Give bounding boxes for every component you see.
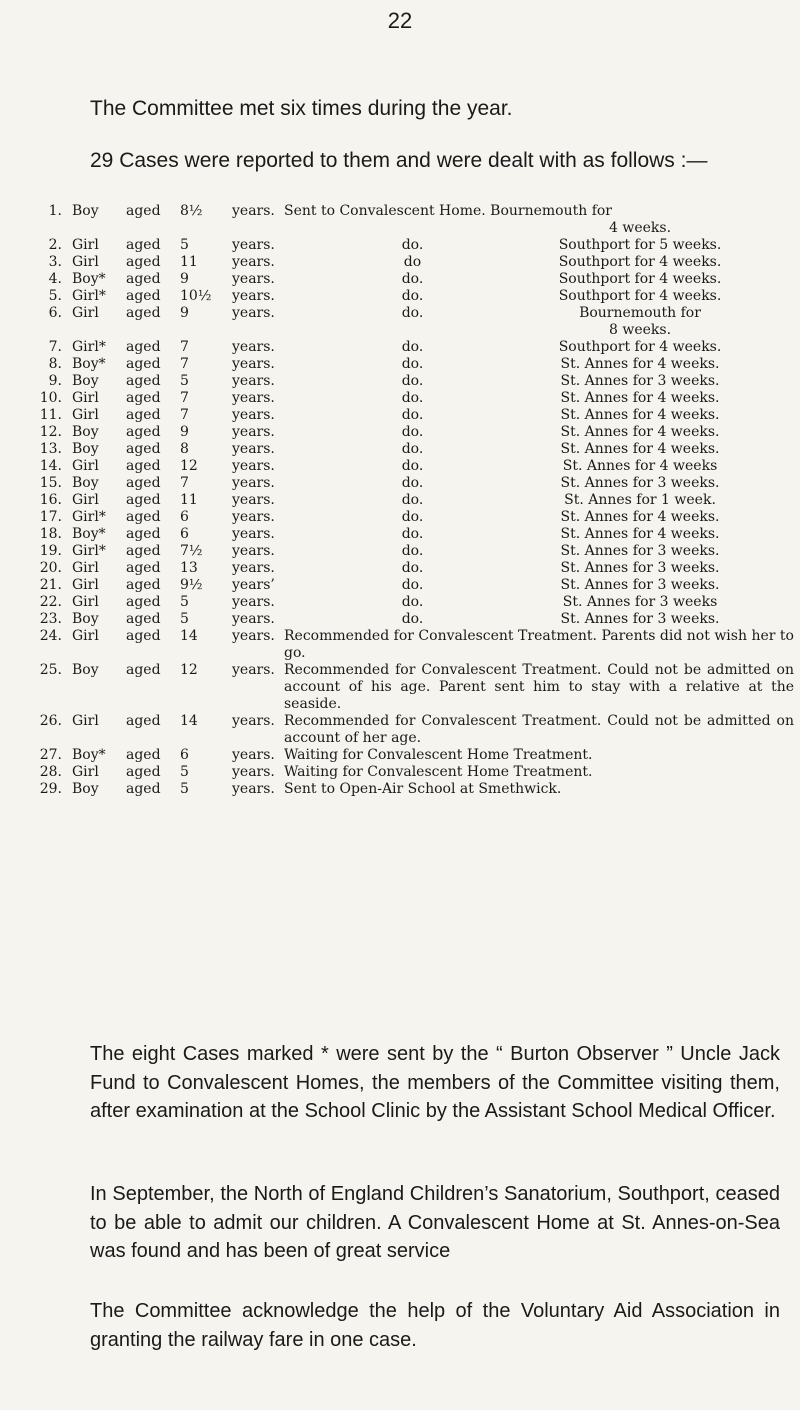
case-ditto: do.	[401, 611, 424, 627]
case-number: 24.	[39, 628, 62, 644]
case-number: 25.	[39, 662, 62, 678]
case-aged-label: aged	[126, 764, 161, 780]
case-sex: Girl	[72, 458, 99, 474]
case-number: 8.	[48, 356, 62, 372]
case-years-label: years.	[232, 492, 275, 508]
case-sex: Boy	[72, 424, 99, 440]
case-sex: Boy	[72, 611, 99, 627]
case-aged-label: aged	[126, 747, 161, 763]
case-years-label: years.	[232, 288, 275, 304]
case-number: 19.	[39, 543, 62, 559]
case-destination-continuation: 4 weeks.	[608, 220, 672, 236]
case-age: 13	[180, 560, 198, 576]
case-row	[0, 662, 800, 713]
case-number: 7.	[48, 339, 62, 355]
case-number: 3.	[48, 254, 62, 270]
case-years-label: years.	[232, 594, 275, 610]
case-row	[0, 271, 800, 288]
case-sex: Girl	[72, 628, 99, 644]
cases-list	[0, 203, 800, 798]
case-aged-label: aged	[126, 339, 161, 355]
case-row	[0, 713, 800, 747]
case-row	[0, 390, 800, 407]
case-destination: St. Annes for 4 weeks.	[560, 509, 720, 525]
case-ditto: do.	[401, 424, 424, 440]
case-destination: Bournemouth for	[579, 305, 701, 321]
case-number: 22.	[39, 594, 62, 610]
case-row	[0, 441, 800, 458]
page-number: 22	[387, 8, 413, 33]
case-row	[0, 577, 800, 594]
case-destination: Southport for 4 weeks.	[558, 254, 722, 270]
case-years-label: years.	[232, 407, 275, 423]
case-row	[0, 203, 800, 220]
case-years-label: years.	[232, 254, 275, 270]
case-aged-label: aged	[126, 526, 161, 542]
case-age: 14	[180, 713, 198, 729]
case-aged-label: aged	[126, 288, 161, 304]
case-sex: Boy	[72, 475, 99, 491]
case-destination: St. Annes for 3 weeks.	[560, 611, 720, 627]
case-number: 1.	[48, 203, 62, 219]
case-row	[0, 526, 800, 543]
case-years-label: years.	[232, 713, 275, 729]
case-destination: Southport for 4 weeks.	[558, 339, 722, 355]
case-years-label: years.	[232, 424, 275, 440]
case-age: 6	[180, 526, 189, 542]
case-years-label: years.	[232, 356, 275, 372]
case-sex: Girl*	[72, 509, 106, 525]
case-age: 5	[180, 781, 189, 797]
case-aged-label: aged	[126, 492, 161, 508]
case-age: 9	[180, 271, 189, 287]
case-ditto: do.	[401, 458, 424, 474]
case-age: 5	[180, 237, 189, 253]
case-number: 18.	[39, 526, 62, 542]
case-destination-continuation: 8 weeks.	[608, 322, 672, 338]
case-row	[0, 458, 800, 475]
case-years-label: years.	[232, 509, 275, 525]
case-years-label: years.	[232, 458, 275, 474]
case-destination: St. Annes for 4 weeks.	[560, 356, 720, 372]
case-sex: Girl	[72, 237, 99, 253]
case-age: 6	[180, 509, 189, 525]
case-sex: Girl	[72, 492, 99, 508]
case-number: 14.	[39, 458, 62, 474]
case-age: 7	[180, 356, 189, 372]
case-sex: Boy	[72, 781, 99, 797]
intro-meetings: The Committee met six times during the year.	[90, 97, 513, 120]
case-years-label: years.	[232, 560, 275, 576]
case-row	[0, 373, 800, 390]
case-sex: Girl*	[72, 543, 106, 559]
case-aged-label: aged	[126, 254, 161, 270]
case-years-label: years.	[232, 781, 275, 797]
case-sex: Girl	[72, 764, 99, 780]
case-aged-label: aged	[126, 373, 161, 389]
case-row	[0, 339, 800, 356]
case-row	[0, 594, 800, 611]
case-ditto: do.	[401, 492, 424, 508]
case-destination: St. Annes for 4 weeks.	[560, 424, 720, 440]
case-ditto: do.	[401, 441, 424, 457]
case-age: 5	[180, 764, 189, 780]
case-number: 20.	[39, 560, 62, 576]
case-destination: Southport for 4 weeks.	[558, 288, 722, 304]
case-age: 5	[180, 594, 189, 610]
case-age: 7	[180, 475, 189, 491]
case-number: 2.	[48, 237, 62, 253]
case-age: 5	[180, 611, 189, 627]
case-ditto: do.	[401, 237, 424, 253]
case-row	[0, 288, 800, 305]
case-number: 28.	[39, 764, 62, 780]
case-sex: Girl	[72, 390, 99, 406]
case-number: 15.	[39, 475, 62, 491]
case-age: 5	[180, 373, 189, 389]
case-sex: Girl	[72, 254, 99, 270]
case-age: 9	[180, 305, 189, 321]
case-aged-label: aged	[126, 543, 161, 559]
case-age: 12	[180, 458, 198, 474]
case-years-label: years.	[232, 203, 275, 219]
case-row	[0, 509, 800, 526]
case-number: 26.	[39, 713, 62, 729]
case-destination: St. Annes for 3 weeks.	[560, 543, 720, 559]
case-sex: Boy*	[72, 271, 106, 287]
case-aged-label: aged	[126, 237, 161, 253]
case-sex: Girl	[72, 560, 99, 576]
case-destination: St. Annes for 3 weeks.	[560, 577, 720, 593]
case-destination: St. Annes for 3 weeks.	[560, 475, 720, 491]
case-ditto: do.	[401, 271, 424, 287]
case-years-label: years.	[232, 271, 275, 287]
case-years-label: years.	[232, 373, 275, 389]
case-row-continuation	[0, 322, 800, 339]
case-sex: Girl	[72, 713, 99, 729]
case-row	[0, 237, 800, 254]
case-number: 9.	[48, 373, 62, 389]
case-years-label: years.	[232, 390, 275, 406]
case-age: 11	[180, 254, 198, 270]
case-years-label: years.	[232, 305, 275, 321]
case-outcome: Sent to Open-Air School at Smethwick.	[284, 781, 562, 797]
case-ditto: do.	[401, 475, 424, 491]
case-row	[0, 764, 800, 781]
case-sex: Girl*	[72, 339, 106, 355]
case-ditto: do.	[401, 560, 424, 576]
paragraph-burton-observer: The eight Cases marked * were sent by the “ Burton Observer ” Uncle Jack Fund to Convalescent Homes, the members of the Committee visiting them, after examination at the School Clinic by the Assistant School Medical Officer.	[90, 1043, 780, 1122]
case-row	[0, 424, 800, 441]
case-ditto: do.	[401, 594, 424, 610]
case-destination: St. Annes for 3 weeks.	[560, 560, 720, 576]
case-outcome: Sent to Convalescent Home. Bournemouth for	[284, 203, 612, 219]
paragraph-september: In September, the North of England Children’s Sanatorium, Southport, ceased to be able to admit our children. A Convalescent Home at St. Annes-on-Sea was found and has been of great service	[90, 1183, 780, 1262]
case-number: 6.	[48, 305, 62, 321]
case-age: 7	[180, 339, 189, 355]
case-row	[0, 611, 800, 628]
case-outcome: Recommended for Convalescent Treatment. Could not be admitted on account of her age.	[284, 713, 794, 746]
case-aged-label: aged	[126, 611, 161, 627]
case-destination: St. Annes for 4 weeks.	[560, 390, 720, 406]
case-years-label: years.	[232, 237, 275, 253]
case-age: 9	[180, 424, 189, 440]
case-destination: Southport for 5 weeks.	[558, 237, 722, 253]
case-age: 6	[180, 747, 189, 763]
case-sex: Boy*	[72, 526, 106, 542]
case-aged-label: aged	[126, 577, 161, 593]
case-row	[0, 628, 800, 662]
case-years-label: years.	[232, 611, 275, 627]
case-aged-label: aged	[126, 407, 161, 423]
case-age: 10½	[180, 288, 212, 304]
case-number: 12.	[39, 424, 62, 440]
case-ditto: do.	[401, 339, 424, 355]
case-ditto: do.	[401, 577, 424, 593]
case-ditto: do.	[401, 356, 424, 372]
case-ditto: do	[403, 254, 422, 270]
case-years-label: years.	[232, 475, 275, 491]
case-number: 11.	[39, 407, 62, 423]
case-years-label: years.	[232, 747, 275, 763]
case-ditto: do.	[401, 407, 424, 423]
case-row-continuation	[0, 220, 800, 237]
case-destination: St. Annes for 4 weeks.	[560, 441, 720, 457]
case-age: 14	[180, 628, 198, 644]
case-outcome: Waiting for Convalescent Home Treatment.	[284, 747, 593, 763]
case-number: 29.	[39, 781, 62, 797]
case-aged-label: aged	[126, 203, 161, 219]
case-outcome: Recommended for Convalescent Treatment. Parents did not wish her to go.	[284, 628, 794, 661]
case-sex: Boy*	[72, 747, 106, 763]
paragraph-acknowledgement: The Committee acknowledge the help of the Voluntary Aid Association in granting the railway fare in one case.	[90, 1300, 780, 1351]
case-sex: Boy	[72, 373, 99, 389]
case-number: 16.	[39, 492, 62, 508]
case-ditto: do.	[401, 288, 424, 304]
case-ditto: do.	[401, 390, 424, 406]
case-aged-label: aged	[126, 628, 161, 644]
case-number: 10.	[39, 390, 62, 406]
case-ditto: do.	[401, 543, 424, 559]
case-row	[0, 747, 800, 764]
case-sex: Girl*	[72, 288, 106, 304]
case-row	[0, 407, 800, 424]
case-aged-label: aged	[126, 594, 161, 610]
case-sex: Girl	[72, 594, 99, 610]
case-sex: Boy	[72, 203, 99, 219]
case-years-label: years.	[232, 662, 275, 678]
case-ditto: do.	[401, 509, 424, 525]
case-row	[0, 305, 800, 322]
case-row	[0, 475, 800, 492]
case-number: 27.	[39, 747, 62, 763]
case-row	[0, 356, 800, 373]
case-aged-label: aged	[126, 781, 161, 797]
case-years-label: years.	[232, 526, 275, 542]
case-aged-label: aged	[126, 662, 161, 678]
case-ditto: do.	[401, 373, 424, 389]
case-ditto: do.	[401, 305, 424, 321]
case-years-label: years.	[232, 628, 275, 644]
case-number: 23.	[39, 611, 62, 627]
case-years-label: years.	[232, 339, 275, 355]
case-destination: St. Annes for 1 week.	[564, 492, 716, 508]
case-age: 9½	[180, 577, 203, 593]
case-age: 7½	[180, 543, 203, 559]
case-row	[0, 492, 800, 509]
case-age: 8½	[180, 203, 203, 219]
case-aged-label: aged	[126, 475, 161, 491]
case-years-label: years.	[232, 441, 275, 457]
case-aged-label: aged	[126, 424, 161, 440]
case-aged-label: aged	[126, 305, 161, 321]
case-outcome: Waiting for Convalescent Home Treatment.	[284, 764, 593, 780]
case-age: 7	[180, 407, 189, 423]
case-destination: St. Annes for 4 weeks.	[560, 407, 720, 423]
case-aged-label: aged	[126, 713, 161, 729]
case-aged-label: aged	[126, 390, 161, 406]
case-destination: Southport for 4 weeks.	[558, 271, 722, 287]
case-years-label: years.	[232, 764, 275, 780]
case-aged-label: aged	[126, 271, 161, 287]
case-aged-label: aged	[126, 509, 161, 525]
case-aged-label: aged	[126, 356, 161, 372]
case-row	[0, 781, 800, 798]
case-destination: St. Annes for 3 weeks.	[560, 373, 720, 389]
case-ditto: do.	[401, 526, 424, 542]
case-destination: St. Annes for 4 weeks	[562, 458, 718, 474]
case-number: 21.	[39, 577, 62, 593]
case-number: 4.	[48, 271, 62, 287]
case-age: 11	[180, 492, 198, 508]
case-aged-label: aged	[126, 441, 161, 457]
case-aged-label: aged	[126, 560, 161, 576]
case-age: 8	[180, 441, 189, 457]
case-outcome: Recommended for Convalescent Treatment. Could not be admitted on account of his age. Parent sent him to stay with a relative at the seaside.	[284, 662, 794, 712]
case-number: 5.	[48, 288, 62, 304]
case-aged-label: aged	[126, 458, 161, 474]
case-sex: Boy	[72, 662, 99, 678]
case-number: 17.	[39, 509, 62, 525]
case-number: 13.	[39, 441, 62, 457]
case-sex: Boy*	[72, 356, 106, 372]
case-sex: Boy	[72, 441, 99, 457]
case-row	[0, 560, 800, 577]
case-row	[0, 543, 800, 560]
intro-cases: 29 Cases were reported to them and were dealt with as follows :—	[90, 149, 708, 172]
case-destination: St. Annes for 3 weeks	[562, 594, 718, 610]
case-sex: Girl	[72, 577, 99, 593]
case-row	[0, 254, 800, 271]
case-age: 12	[180, 662, 198, 678]
case-years-label: years.	[232, 543, 275, 559]
case-destination: St. Annes for 4 weeks.	[560, 526, 720, 542]
case-years-label: years’	[232, 577, 275, 593]
case-age: 7	[180, 390, 189, 406]
case-sex: Girl	[72, 305, 99, 321]
case-sex: Girl	[72, 407, 99, 423]
